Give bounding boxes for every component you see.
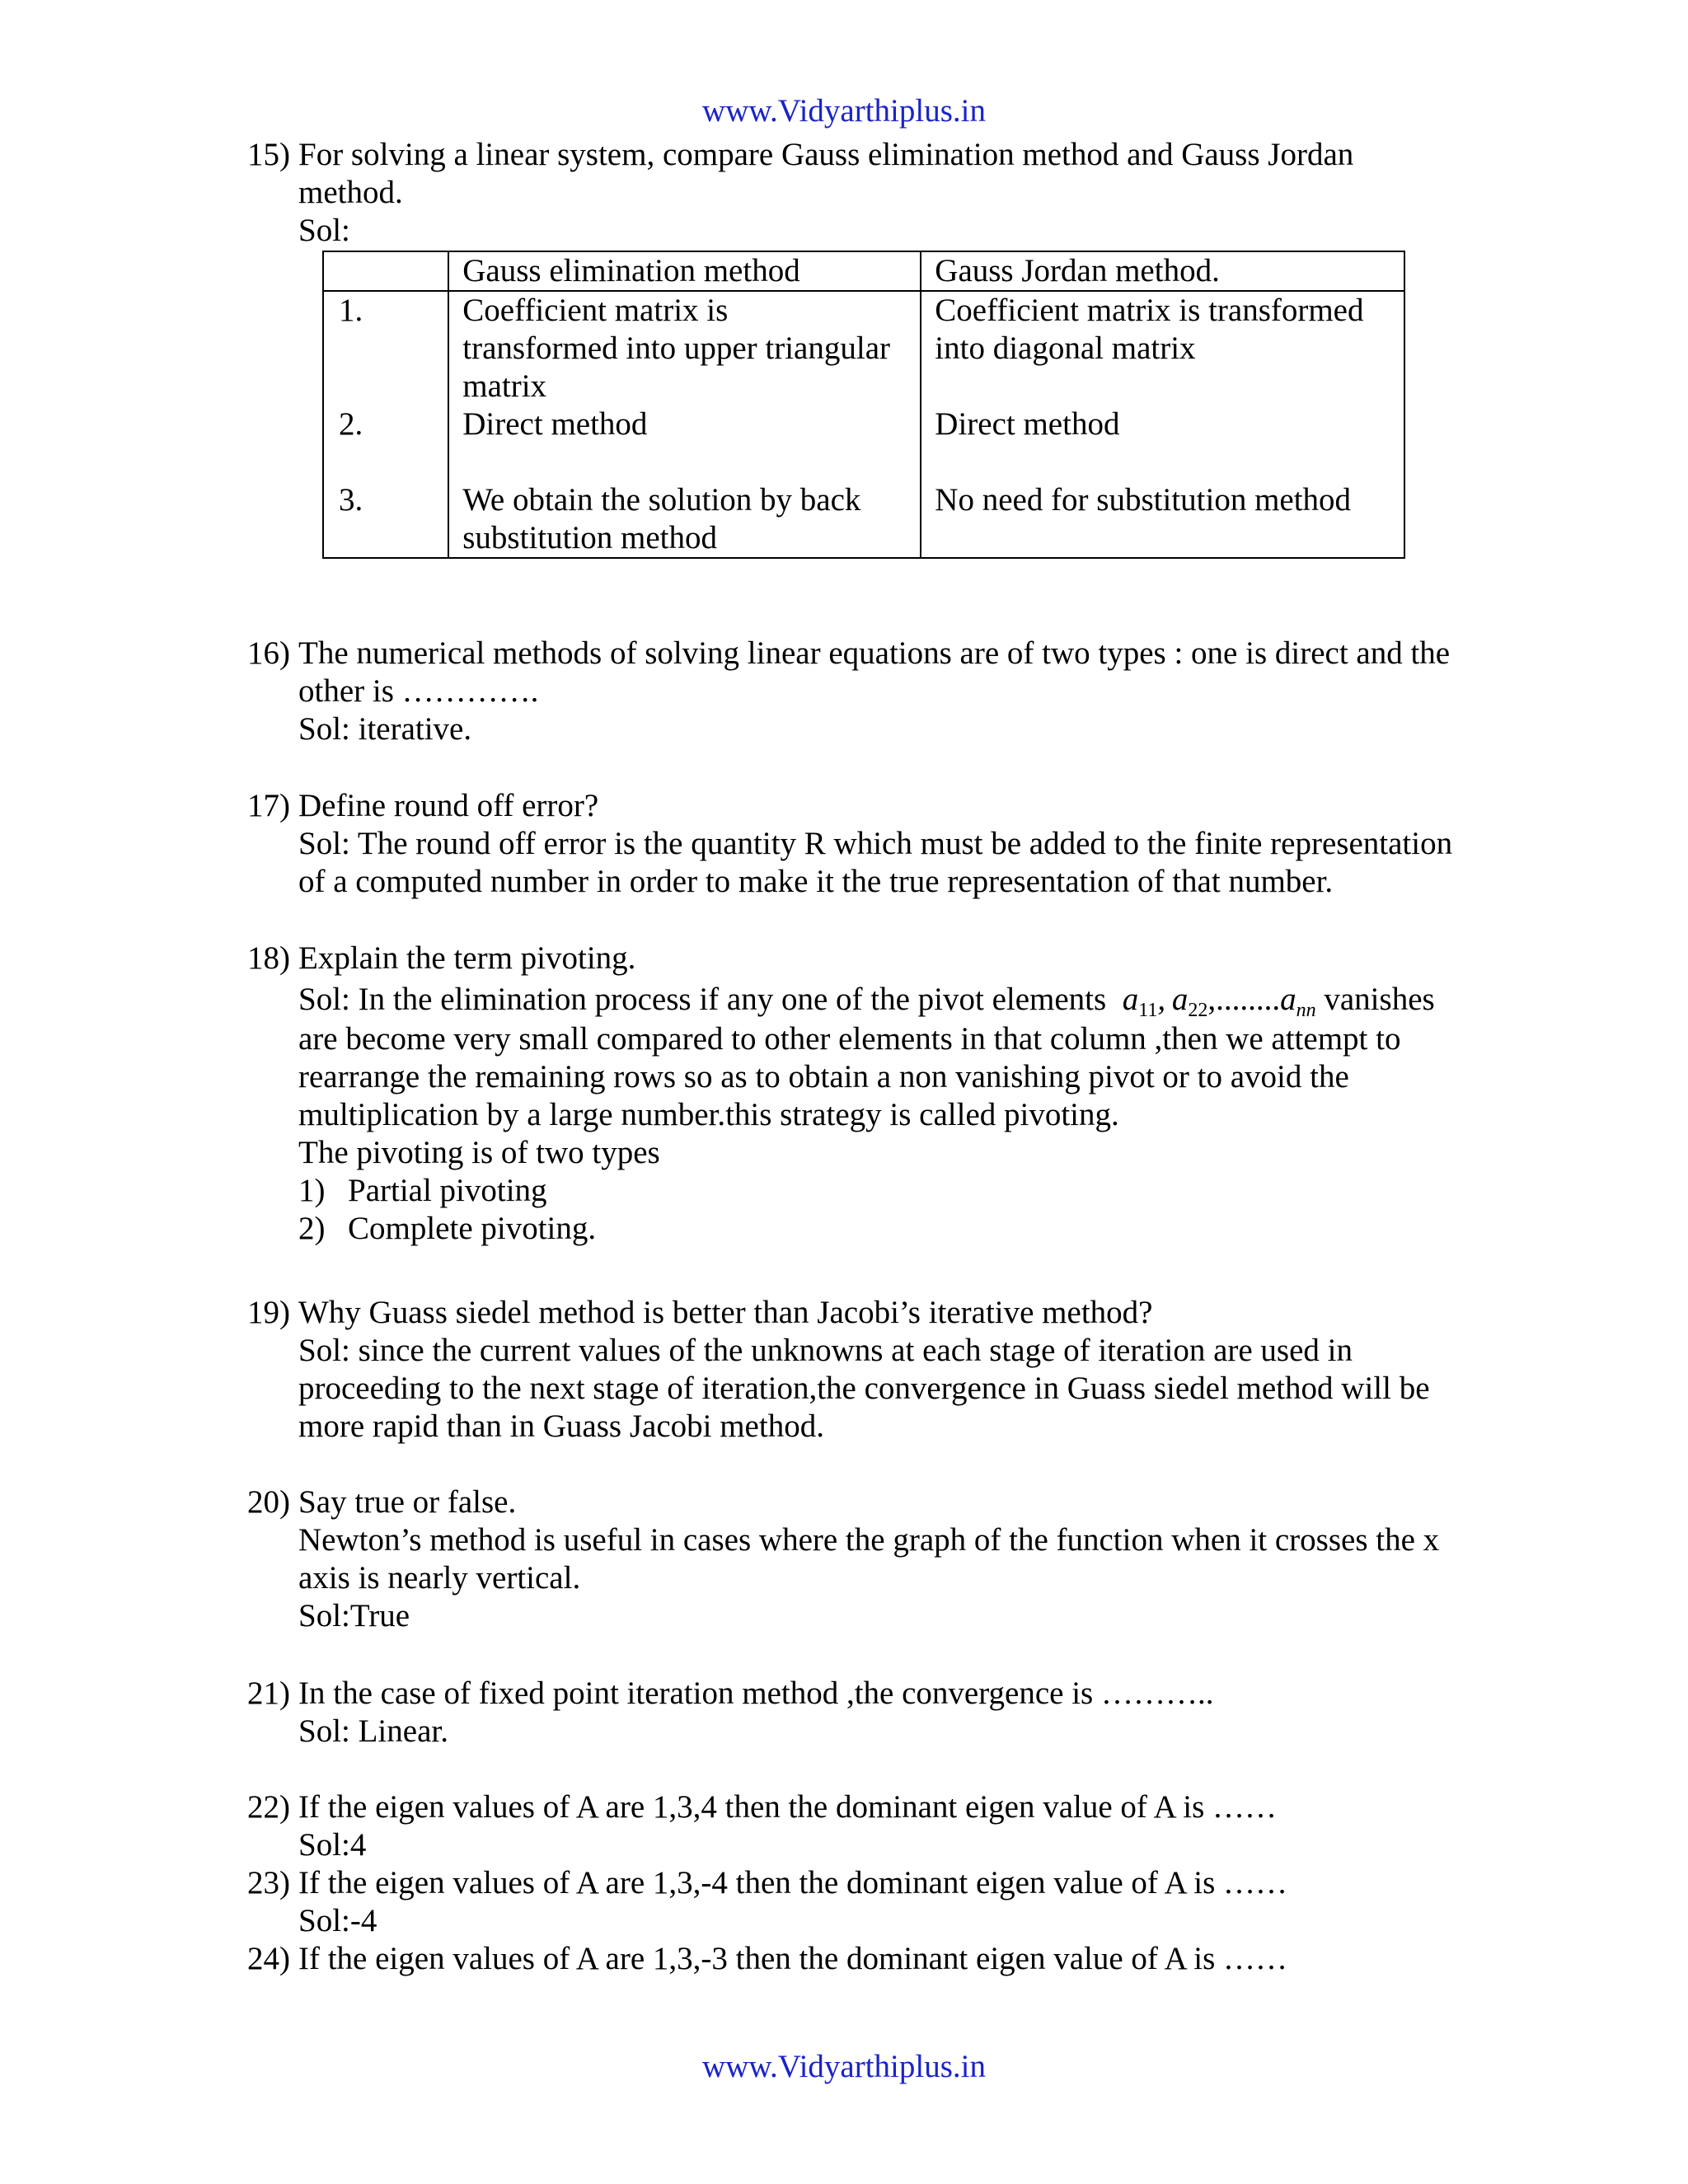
table-cell xyxy=(921,405,1404,481)
solution-text: Sol: The round off error is the quantity R which must be added to the finite representation xyxy=(298,826,1453,861)
question-16 xyxy=(247,635,1500,748)
cell-line: Coefficient matrix is transformed xyxy=(935,293,1364,328)
question-text: For solving a linear system, compare Gauss elimination method and Gauss Jordan xyxy=(298,137,1354,172)
solution-suffix: vanishes xyxy=(1324,982,1435,1017)
question-23 xyxy=(247,1864,1500,1940)
table-row xyxy=(323,481,1404,558)
table-cell xyxy=(448,481,921,558)
solution-text: Sol:-4 xyxy=(298,1903,377,1938)
solution-text xyxy=(298,977,1500,1020)
table-row xyxy=(323,291,1404,405)
question-number: 18) xyxy=(247,940,290,976)
solution-label: Sol: xyxy=(298,213,350,248)
row-index: 1. xyxy=(323,291,448,405)
question-15 xyxy=(247,136,1500,250)
comparison-table xyxy=(322,251,1405,559)
table-header-cell xyxy=(323,251,448,291)
table-header-row xyxy=(323,251,1404,291)
question-text: If the eigen values of A are 1,3,-4 then the dominant eigen value of A is …… xyxy=(298,1865,1288,1900)
question-text: other is …………. xyxy=(298,673,539,709)
solution-prefix: Sol: In the elimination process if any one of the pivot elements xyxy=(298,982,1107,1017)
question-text: If the eigen values of A are 1,3,-3 then the dominant eigen value of A is …… xyxy=(298,1941,1288,1976)
question-text: If the eigen values of A are 1,3,4 then the dominant eigen value of A is …… xyxy=(298,1789,1278,1825)
question-text: Say true or false. xyxy=(298,1484,517,1520)
footer-website-link[interactable]: www.Vidyarthiplus.in xyxy=(702,2049,986,2084)
solution-text: Sol: since the current values of the unknowns at each stage of iteration are used in xyxy=(298,1333,1353,1368)
table-row xyxy=(323,405,1404,481)
cell-line: matrix xyxy=(462,368,547,404)
question-17 xyxy=(247,787,1500,901)
list-marker: 2) xyxy=(298,1211,326,1246)
solution-text: Sol: iterative. xyxy=(298,711,472,747)
table-header-cell: Gauss Jordan method. xyxy=(921,251,1404,291)
math-subscript: 11 xyxy=(1138,1000,1158,1021)
header-website-link[interactable]: www.Vidyarthiplus.in xyxy=(702,93,986,129)
cell-line: transformed into upper triangular xyxy=(462,330,890,366)
math-symbol: a xyxy=(1171,982,1189,1017)
question-text: method. xyxy=(298,175,403,210)
table-cell xyxy=(448,405,921,481)
solution-text: Sol:4 xyxy=(298,1827,367,1863)
solution-text: of a computed number in order to make it the true representation of that number. xyxy=(298,864,1334,899)
math-ellipsis: ,........ xyxy=(1207,982,1281,1017)
question-number: 22) xyxy=(247,1789,290,1825)
cell-line: into diagonal matrix xyxy=(935,330,1196,366)
question-21 xyxy=(247,1675,1500,1750)
question-text: The numerical methods of solving linear equations are of two types : one is direct and the xyxy=(298,635,1451,671)
math-symbol: a xyxy=(1280,982,1296,1017)
list-item xyxy=(298,1172,1500,1210)
question-20 xyxy=(247,1483,1500,1635)
question-number: 16) xyxy=(247,635,290,671)
math-subscript: nn xyxy=(1296,1000,1316,1021)
table-cell xyxy=(921,481,1404,558)
solution-text: rearrange the remaining rows so as to obtain a non vanishing pivot or to avoid the xyxy=(298,1059,1349,1094)
list-item-text: Complete pivoting. xyxy=(348,1211,597,1246)
question-number: 19) xyxy=(247,1295,290,1330)
question-text: Explain the term pivoting. xyxy=(298,940,636,976)
solution-text: are become very small compared to other elements in that column ,then we attempt to xyxy=(298,1021,1401,1057)
cell-line: Direct method xyxy=(462,406,648,442)
cell-line: Coefficient matrix is xyxy=(462,293,729,328)
solution-text: The pivoting is of two types xyxy=(298,1135,660,1170)
question-number: 15) xyxy=(247,137,290,172)
question-number: 23) xyxy=(247,1865,290,1900)
solution-text: Sol: Linear. xyxy=(298,1713,448,1749)
list-item-text: Partial pivoting xyxy=(348,1173,547,1208)
solution-text: multiplication by a large number.this strategy is called pivoting. xyxy=(298,1097,1119,1132)
math-subscript: 22 xyxy=(1188,1000,1208,1021)
pivot-elements-formula: $a_{11}$, $a_{22},........a_{nn}$ xyxy=(1122,982,1316,1021)
table-cell xyxy=(921,291,1404,405)
list-item xyxy=(298,1210,1500,1248)
question-number: 20) xyxy=(247,1484,290,1520)
solution-text: proceeding to the next stage of iteration,the convergence in Guass siedel method will be xyxy=(298,1371,1430,1406)
question-text: Why Guass siedel method is better than Jacobi’s iterative method? xyxy=(298,1295,1153,1330)
question-number: 17) xyxy=(247,788,290,823)
pivoting-types-list xyxy=(298,1172,1500,1248)
question-24 xyxy=(247,1940,1500,1978)
list-marker: 1) xyxy=(298,1173,326,1208)
question-18 xyxy=(247,940,1500,1248)
row-index: 2. xyxy=(323,405,448,481)
question-text: Define round off error? xyxy=(298,788,599,823)
question-text: Newton’s method is useful in cases where the graph of the function when it crosses the x xyxy=(298,1522,1440,1558)
question-number: 24) xyxy=(247,1941,290,1976)
cell-line: No need for substitution method xyxy=(935,482,1352,518)
question-19 xyxy=(247,1294,1500,1446)
cell-line: Direct method xyxy=(935,406,1120,442)
question-text: axis is nearly vertical. xyxy=(298,1560,581,1596)
table-cell xyxy=(448,291,921,405)
math-symbol: a xyxy=(1122,982,1139,1017)
cell-line: substitution method xyxy=(462,520,718,555)
solution-text: more rapid than in Guass Jacobi method. xyxy=(298,1408,824,1444)
question-text: In the case of fixed point iteration method ,the convergence is ……….. xyxy=(298,1675,1214,1711)
question-number: 21) xyxy=(247,1675,290,1711)
solution-text: Sol:True xyxy=(298,1598,410,1633)
row-index: 3. xyxy=(323,481,448,558)
cell-line: We obtain the solution by back xyxy=(462,482,861,518)
table-header-cell: Gauss elimination method xyxy=(448,251,921,291)
question-22 xyxy=(247,1788,1500,1864)
